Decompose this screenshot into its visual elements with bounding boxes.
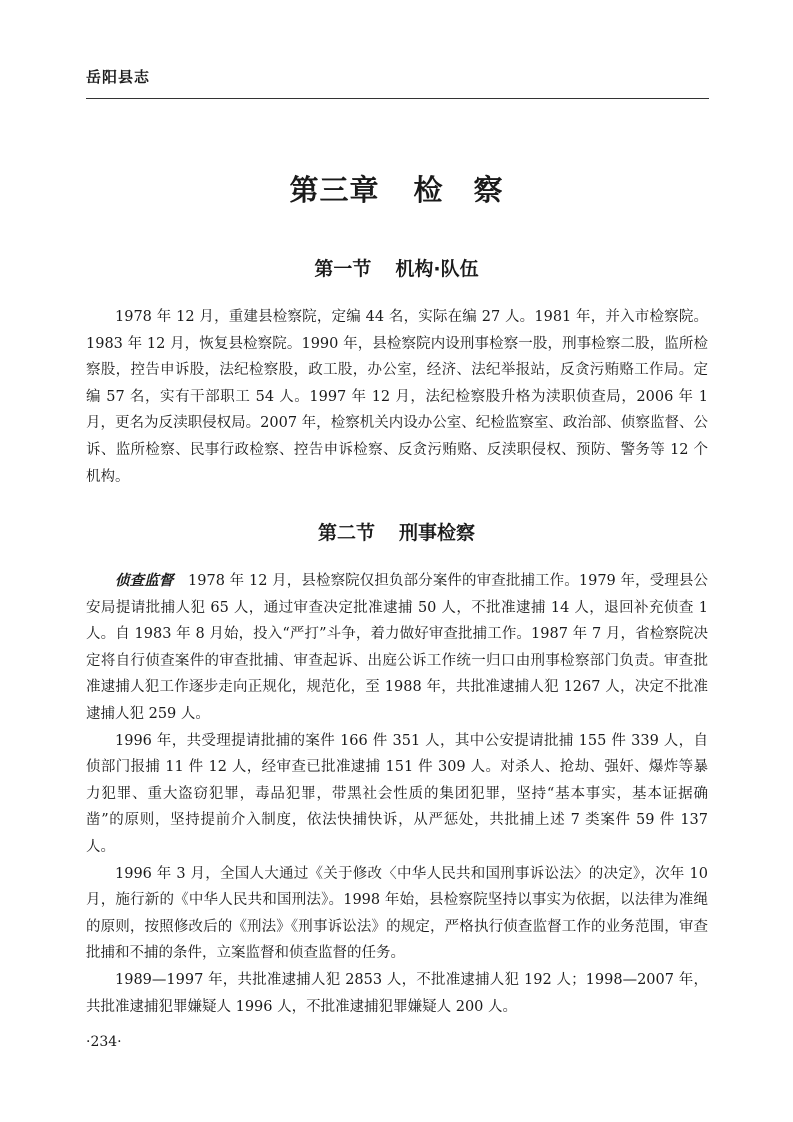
paragraph (86, 568, 708, 728)
paragraph: 1978 年 12 月，重建县检察院，定编 44 名，实际在编 27 人。1981 年，并入市检察院。1983 年 12 月，恢复县检察院。1990 年，县检察院内设刑事检察一股，刑事检察二股，监所检察股，控告申诉股，法纪检察股，政工股，办公室，经济、法纪举报站，反贪污贿赂工作局。定编 57 名，实有干部职工 54 人。1997 年 12 月，法纪检察股升格为渎职侦查局，2006 年 1 月，更名为反渎职侵权局。2007 年，检察机关内设办公室、纪检监察室、政治部、侦察监督、公诉、监所检察、民事行政检察、控告申诉检察、反贪污贿赂、反渎职侵权、预防、警务等 12 个机构。 (86, 309, 708, 485)
section-title-1 (0, 254, 793, 281)
chapter-number: 第三章 (289, 173, 380, 207)
section-2-name: 刑事检察 (399, 522, 476, 544)
chapter-title (0, 168, 793, 209)
paragraph: 1989—1997 年，共批准逮捕人犯 2853 人，不批准逮捕人犯 192 人；1998—2007 年，共批准逮捕犯罪嫌疑人 1996 人，不批准逮捕犯罪嫌疑人 200 人。 (86, 971, 708, 1015)
subsection-lead: 侦查监督 (115, 572, 174, 589)
chapter-name: 检 察 (413, 173, 504, 207)
section-1-name: 机构·队伍 (395, 258, 479, 280)
section-1-body (86, 304, 708, 490)
running-head: 岳阳县志 (86, 68, 151, 86)
paragraph: 1996 年，共受理提请批捕的案件 166 件 351 人，其中公安提请批捕 155 件 339 人，自侦部门报捕 11 件 12 人，经审查已批准逮捕 151 件 309 人。对杀人、抢劫、强奸、爆炸等暴力犯罪、重大盗窃犯罪，毒品犯罪，带黑社会性质的集团犯罪，坚持“基本事实，基本证据确凿”的原则，坚持提前介入制度，依法快捕快诉，从严惩处，共批捕上述 7 类案件 59 件 137 人。 (86, 732, 708, 855)
section-title-2 (0, 518, 793, 545)
page-number: ·234· (86, 1034, 122, 1050)
header-rule (86, 98, 709, 99)
paragraph: 1996 年 3 月，全国人大通过《关于修改〈中华人民共和国刑事诉讼法〉的决定》，次年 10 月，施行新的《中华人民共和国刑法》。1998 年始，县检察院坚持以事实为依据，以法律为准绳的原则，按照修改后的《刑法》《刑事诉讼法》的规定，严格执行侦查监督工作的业务范围，审查批捕和不捕的条件，立案监督和侦查监督的任务。 (86, 865, 708, 962)
paragraph-text: 1978 年 12 月，县检察院仅担负部分案件的审查批捕工作。1979 年，受理县公安局提请批捕人犯 65 人，通过审查决定批准逮捕 50 人，不批准逮捕 14 人，退回补充侦查 1 人。自 1983 年 8 月始，投入“严打”斗争，着力做好审查批捕工作。1987 年 7 月，省检察院决定将自行侦查案件的审查批捕、审查起诉、出庭公诉工作统一归口由刑事检察部门负责。审查批准逮捕人犯工作逐步走向正规化，规范化，至 1988 年，共批准逮捕人犯 1267 人，决定不批准逮捕人犯 259 人。 (86, 573, 709, 722)
section-1-number: 第一节 (314, 258, 372, 280)
section-2-body (86, 568, 708, 1020)
section-2-number: 第二节 (317, 522, 375, 544)
